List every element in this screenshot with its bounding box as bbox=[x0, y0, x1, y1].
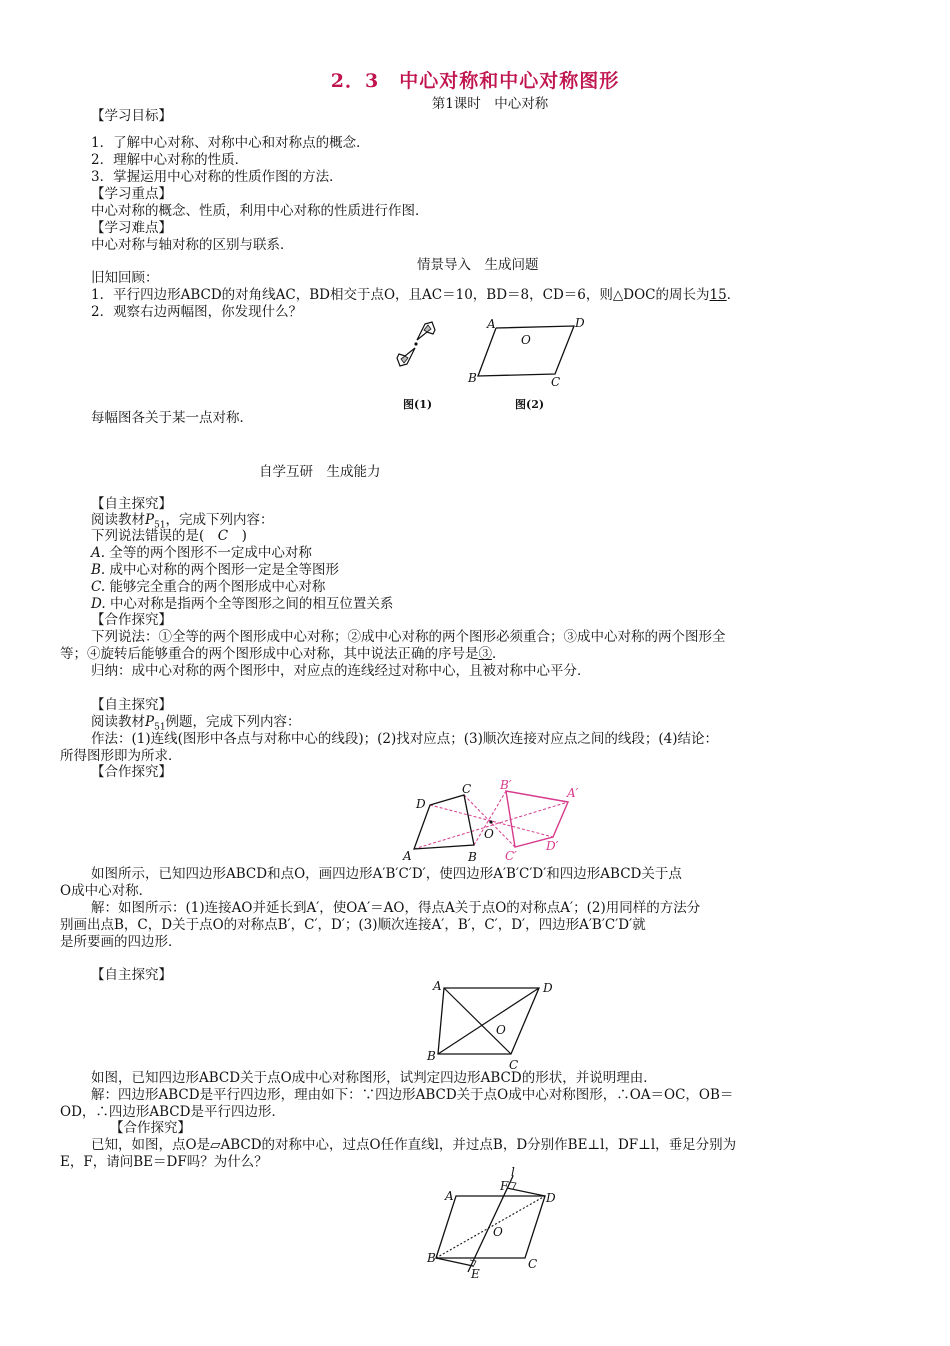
segment-df bbox=[507, 1188, 545, 1196]
label-o: O bbox=[496, 1023, 506, 1037]
label-b: B bbox=[427, 1251, 436, 1265]
label-e: E bbox=[471, 1267, 480, 1281]
cooperation-line-2: 等；④旋转后能够重合的两个图形成中心对称，其中说法正确的序号是③． bbox=[60, 646, 506, 662]
label-d: D bbox=[546, 1191, 556, 1205]
solution-line-2: 别画出点B，C，D关于点O的对称点B′，C′，D′；(3)顺次连接A′，B′，C′，D′，四边形A′B′C′D′就 bbox=[60, 917, 646, 933]
parallelogram-figure bbox=[425, 980, 565, 1070]
label-c: C bbox=[509, 1058, 519, 1072]
section-heading-intro: 情景导入 生成问题 bbox=[417, 257, 539, 273]
label-c: C bbox=[462, 782, 472, 796]
problem-line-1: 如图所示，已知四边形ABCD和点O，画四边形A′B′C′D′，使四边形A′B′C′D′和四边形ABCD关于点 bbox=[91, 866, 682, 882]
label-d-prime: D′ bbox=[546, 839, 559, 853]
label-o: O bbox=[484, 827, 494, 841]
label-d: D bbox=[416, 797, 426, 811]
diagonal-bd bbox=[438, 988, 539, 1054]
figure-2 bbox=[465, 316, 595, 389]
cooperation-line-1: 下列说法：①全等的两个图形成中心对称；②成中心对称的两个图形必须重合；③成中心对称的两个图形全 bbox=[91, 629, 726, 645]
review-answer: 每幅图各关于某一点对称． bbox=[91, 410, 253, 426]
cooperation-heading-3: 【合作探究】 bbox=[110, 1120, 191, 1136]
figure-1-caption: 图(1) bbox=[403, 398, 433, 411]
label-b: B bbox=[468, 371, 477, 385]
goals-heading: 【学习目标】 bbox=[91, 108, 172, 124]
central-symmetry-construction-figure bbox=[400, 775, 600, 865]
option-d: D. 中心对称是指两个全等图形之间的相互位置关系 bbox=[91, 596, 394, 612]
problem-line-2: O成中心对称． bbox=[60, 883, 153, 899]
reading-instruction-2: 阅读教材$P_{51}$例题，完成下列内容： bbox=[91, 714, 301, 733]
quadrilateral-image bbox=[506, 791, 568, 847]
label-d: D bbox=[543, 981, 553, 995]
key-text: 中心对称的概念、性质，利用中心对称的性质进行作图． bbox=[91, 203, 429, 219]
goal-item: 2．理解中心对称的性质． bbox=[91, 152, 249, 168]
label-f: F bbox=[500, 1179, 509, 1193]
review-label: 旧知回顾： bbox=[91, 270, 159, 286]
label-a-prime: A′ bbox=[567, 786, 579, 800]
label-a: A bbox=[445, 1189, 454, 1203]
center-point bbox=[414, 342, 417, 345]
multiple-choice-question: 下列说法错误的是( C ) bbox=[91, 528, 247, 544]
label-a: A bbox=[487, 317, 496, 331]
cooperation-heading-2: 【合作探究】 bbox=[91, 764, 172, 780]
figure-2-caption: 图(2) bbox=[515, 398, 545, 411]
label-c: C bbox=[551, 375, 561, 389]
page-title: 2．3 中心对称和中心对称图形 bbox=[330, 70, 620, 92]
center-point bbox=[489, 820, 492, 823]
segment-be bbox=[436, 1258, 473, 1266]
review-question-2: 2．观察右边两幅图，你发现什么？ bbox=[91, 304, 303, 320]
cooperation-heading: 【合作探究】 bbox=[91, 612, 172, 628]
option-a: A. 全等的两个图形不一定成中心对称 bbox=[91, 545, 312, 561]
label-c-prime: C′ bbox=[505, 849, 517, 863]
solution-line-1: 解：如图所示：(1)连接AO并延长到A′，使OA′＝AO，得点A关于点O的对称点A′；(2)用同样的方法分 bbox=[91, 900, 701, 916]
reading-instruction: 阅读教材$P_{51}$，完成下列内容： bbox=[91, 512, 274, 531]
label-c: C bbox=[528, 1257, 538, 1271]
label-b: B bbox=[427, 1049, 436, 1063]
answer-blank: 15 bbox=[709, 287, 727, 303]
arrow-shape-upper bbox=[417, 322, 435, 340]
difficult-text: 中心对称与轴对称的区别与联系． bbox=[91, 237, 294, 253]
answer-blank: ③ bbox=[478, 646, 492, 662]
arrow-shape-lower bbox=[397, 348, 415, 366]
method-line-1: 作法：(1)连线(图形中各点与对称中心的线段)；(2)找对应点；(3)顺次连接对应点之间的线段；(4)结论： bbox=[91, 731, 719, 747]
label-b: B bbox=[468, 850, 477, 864]
right-angle-mark-f bbox=[510, 1182, 516, 1189]
review-question-1: 1．平行四边形ABCD的对角线AC，BD相交于点O，且AC＝10，BD＝8，CD＝6，则△DOC的周长为15． bbox=[91, 287, 741, 303]
section-heading-study: 自学互研 生成能力 bbox=[259, 464, 381, 480]
cooperation-line-1: 已知，如图，点O是▱ABCD的对称中心，过点O任作直线l，并过点B，D分别作BE⊥l，DF⊥l，垂足分别为 bbox=[91, 1137, 737, 1153]
key-heading: 【学习重点】 bbox=[91, 186, 172, 202]
option-b: B. 成中心对称的两个图形一定是全等图形 bbox=[91, 562, 340, 578]
goal-item: 1．了解中心对称、对称中心和对称点的概念． bbox=[91, 135, 370, 151]
label-b-prime: B′ bbox=[500, 778, 512, 792]
option-c: C. 能够完全重合的两个图形成中心对称 bbox=[91, 579, 326, 595]
problem-text: 如图，已知四边形ABCD关于点O成中心对称图形，试判定四边形ABCD的形状，并说明理由． bbox=[91, 1070, 657, 1086]
label-l: l bbox=[511, 1165, 515, 1179]
solution-line-1: 解：四边形ABCD是平行四边形，理由如下：∵四边形ABCD关于点O成中心对称图形，∴OA＝OC，OB＝ bbox=[91, 1087, 734, 1103]
parallelogram-abcd bbox=[436, 1196, 545, 1258]
solution-line-2: OD，∴四边形ABCD是平行四边形． bbox=[60, 1104, 285, 1120]
self-study-heading-2: 【自主探究】 bbox=[91, 697, 172, 713]
lesson-subtitle: 第1课时 中心对称 bbox=[431, 96, 549, 112]
choice-answer: C bbox=[217, 528, 229, 544]
solution-line-3: 是所要画的四边形． bbox=[60, 934, 182, 950]
goal-item: 3．掌握运用中心对称的性质作图的方法． bbox=[91, 169, 343, 185]
method-line-2: 所得图形即为所求． bbox=[60, 748, 182, 764]
cooperation-line-2: E，F，请问BE＝DF吗？为什么？ bbox=[60, 1154, 268, 1170]
summary-text: 归纳：成中心对称的两个图形中，对应点的连线经过对称中心，且被对称中心平分． bbox=[91, 663, 591, 679]
label-a: A bbox=[433, 979, 442, 993]
label-d: D bbox=[575, 316, 585, 330]
figure-1 bbox=[395, 318, 445, 368]
label-a: A bbox=[403, 849, 412, 863]
self-study-heading: 【自主探究】 bbox=[91, 496, 172, 512]
perpendicular-figure bbox=[425, 1165, 565, 1281]
self-study-heading-3: 【自主探究】 bbox=[91, 967, 172, 983]
difficult-heading: 【学习难点】 bbox=[91, 220, 172, 236]
label-o: O bbox=[493, 1225, 503, 1239]
label-o: O bbox=[521, 333, 531, 347]
